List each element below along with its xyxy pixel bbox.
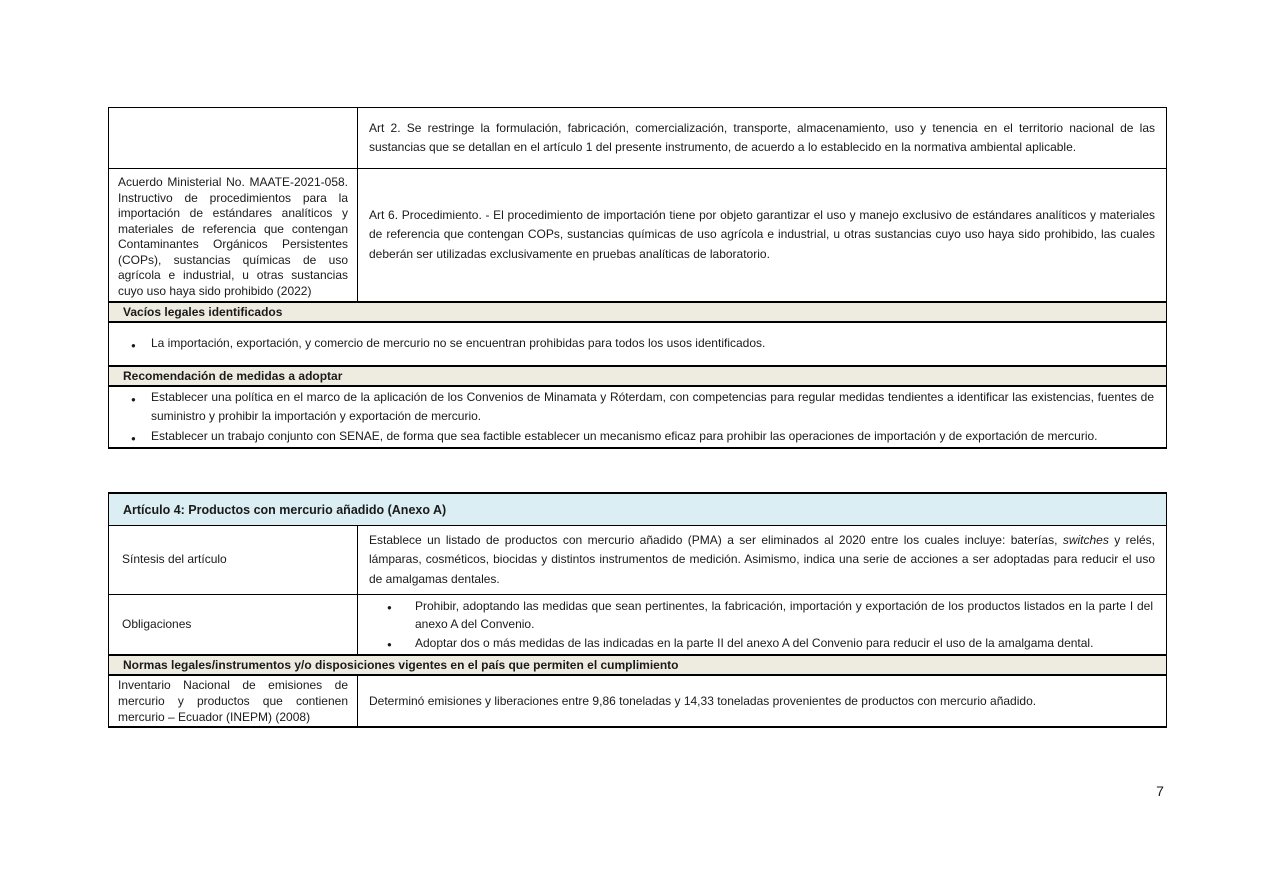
section-header-normas-legales: Normas legales/instrumentos y/o disposiciones vigentes en el país que permiten el cumplimiento [109,654,1166,676]
row-sintesis [109,526,1166,595]
cell-obligaciones [358,595,1166,654]
table-articulo4 [108,492,1167,728]
bullet-list-obligaciones [369,597,1155,653]
row-inventario [109,676,1166,726]
row-vacios-bullets [109,323,1166,365]
list-item: ● Establecer un trabajo conjunto con SENAE, de forma que sea factible establecer un mecanismo eficaz para prohibir las operaciones de importación y de exportación de mercurio. [119,427,1156,447]
table-title-articulo4: Artículo 4: Productos con mercurio añadido (Anexo A) [109,494,1166,526]
table-legal-framework [108,107,1167,449]
cell-acuerdo-ministerial-label: Acuerdo Ministerial No. MAATE-2021-058. Instructivo de procedimientos para la importación de estándares analíticos y materiales de referencia que contengan Contaminantes Orgánicos Persistentes (COPs), sustancias químicas de uso agrícola e industrial, u otras sustancias cuyo uso haya sido prohibido (2022) [109,169,358,301]
cell-inventario [358,676,1166,726]
bullet-list-vacios [119,334,1156,354]
cell-art2 [358,108,1166,168]
art2-text: Art 2. Se restringe la formulación, fabricación, comercialización, transporte, almacenamiento, uso y tenencia en el territorio nacional de las sustancias que se detallan en el artículo 1 del presente instrumento, de acuerdo a lo establecido en la normativa ambiental aplicable. [369,120,1155,154]
row-obligaciones [109,595,1166,654]
cell-art6 [358,169,1166,301]
art6-text: Art 6. Procedimiento. - El procedimiento de importación tiene por objeto garantizar el uso y manejo exclusivo de estándares analíticos y materiales de referencia que contengan COPs, sustancias químicas de uso agrícola e industrial, u otras sustancias cuyo uso haya sido prohibido, las cuales deberán ser utilizadas exclusivamente en pruebas analíticas de laboratorio. [369,207,1155,261]
label-obligaciones: Obligaciones [109,595,358,654]
list-item: ● Adoptar dos o más medidas de las indicadas en la parte II del anexo A del Convenio para reducir el uso de la amalgama dental. [369,634,1153,653]
bullet-list-recomendacion [119,388,1156,447]
section-header-vacios-legales: Vacíos legales identificados [109,301,1166,323]
table-row-acuerdo-ministerial [109,169,1166,301]
cell-sintesis [358,526,1166,594]
cell-empty [109,108,358,168]
sintesis-text: Establece un listado de productos con mercurio añadido (PMA) a ser eliminados al 2020 entre los cuales incluye: baterías, switches y relés, lámparas, cosméticos, biocidas y distintos instrumentos de medición. Asimismo, indica una serie de acciones a ser adoptadas para reducir el uso de amalgamas dentales. [369,532,1156,586]
label-sintesis: Síntesis del artículo [109,526,358,594]
cell-inventario-label: Inventario Nacional de emisiones de mercurio y productos que contienen mercurio – Ecuador (INEPM) (2008) [109,676,358,726]
table-row-art2 [109,108,1166,169]
page-number: 7 [1156,783,1164,799]
list-item: ● La importación, exportación, y comercio de mercurio no se encuentran prohibidas para todos los usos identificados. [119,334,1156,354]
inventario-text: Determinó emisiones y liberaciones entre 9,86 toneladas y 14,33 toneladas provenientes de productos con mercurio añadido. [369,694,1037,708]
list-item: ● Prohibir, adoptando las medidas que sean pertinentes, la fabricación, importación y exportación de los productos listados en la parte I del anexo A del Convenio. [369,597,1153,634]
section-header-recomendacion: Recomendación de medidas a adoptar [109,365,1166,387]
row-recomendacion-bullets [109,387,1166,447]
list-item: ● Establecer una política en el marco de la aplicación de los Convenios de Minamata y Róterdam, con competencias para regular medidas tendientes a identificar las existencias, fuentes de suministro y prohibir la importación y exportación de mercurio. [119,388,1156,427]
